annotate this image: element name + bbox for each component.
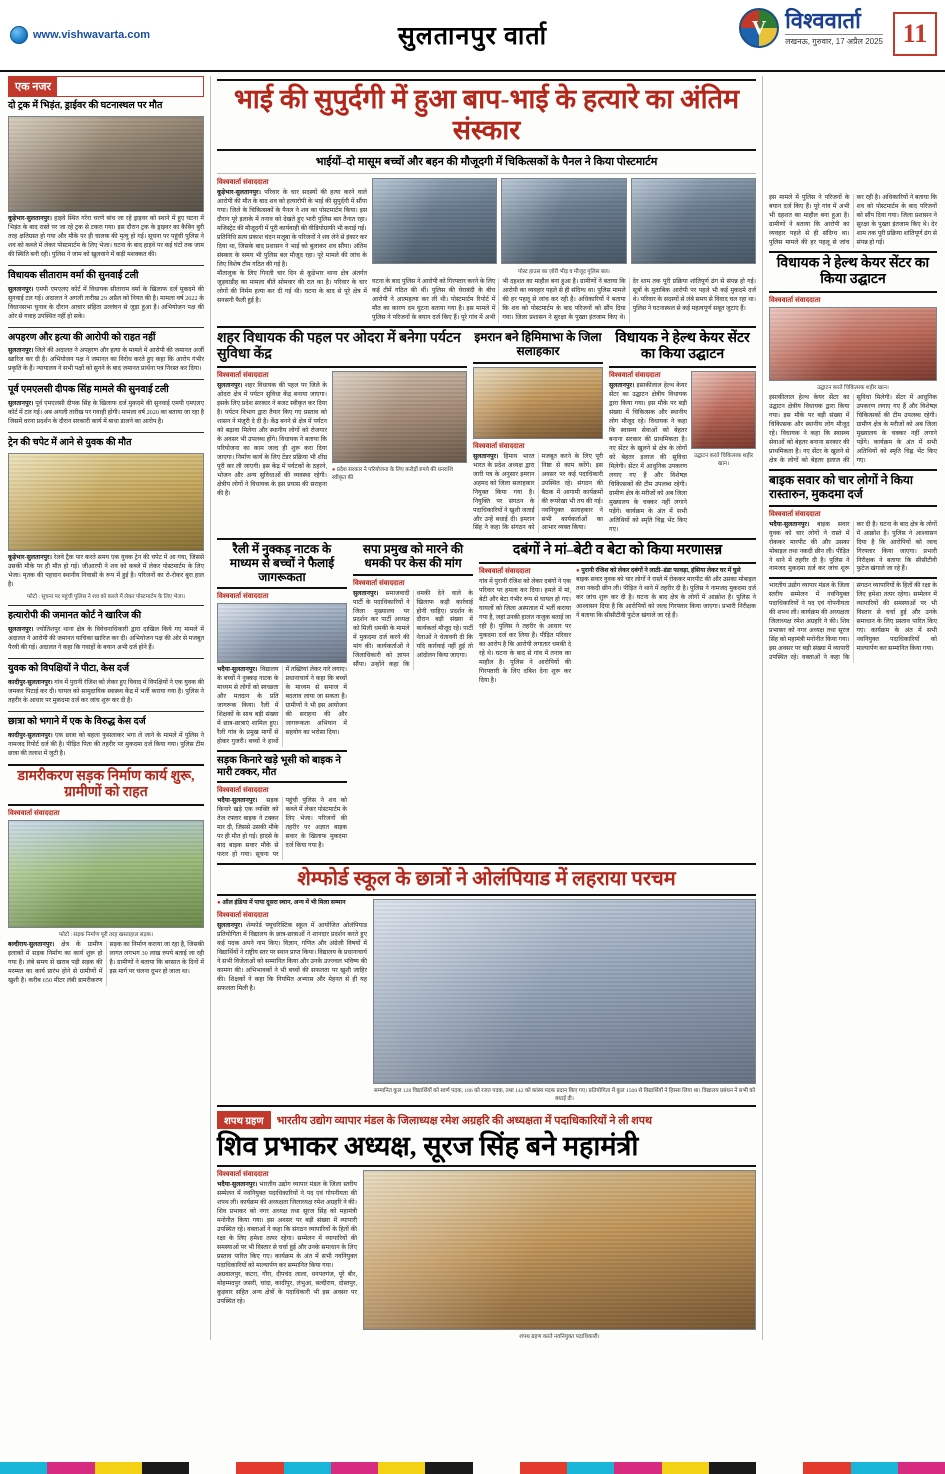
byline: विश्ववार्ता संवाददाता xyxy=(353,579,405,587)
ek-nazar-title: एक नजर xyxy=(9,77,57,96)
news-photo xyxy=(691,371,756,449)
list-item xyxy=(8,385,204,427)
list-item xyxy=(8,664,204,706)
dateline: सुलतानपुर। xyxy=(353,589,379,597)
column-divider xyxy=(762,76,763,1340)
brand-logo xyxy=(739,8,883,48)
list-item xyxy=(8,271,204,322)
photo-caption: सम्मानित कुल 128 विद्यार्थियों को स्वर्ण पदक, 186 को रजत पदक, तथा 142 को कांस्य पदक प्रदान किए गए। प्रतियोगिता में कुल 1500 से विद्यार्थियों ने हिस्सा लिया था। विद्यालय प्रबंधन ने सभी को बधाई दी। xyxy=(373,1088,756,1103)
lead-photo-strip xyxy=(372,178,756,264)
page-number: 11 xyxy=(893,12,937,56)
news-photo xyxy=(363,1170,756,1330)
news-photo xyxy=(8,116,204,212)
news-body: मौतालुक के लिए गिनती चार दिन से कूड़ेभार थाना क्षेत्र अंतर्गत जुड़वाडीह का मामला बीते सोमवार की रात का है। परिवार के चार लोगों की निर्मम हत्या कर दी गई थी। घटना के बाद से पूरे क्षेत्र में सनसनी फैली हुई है। xyxy=(217,269,367,304)
news-photo xyxy=(769,307,937,381)
byline: विश्ववार्ता संवाददाता xyxy=(8,809,60,817)
byline: विश्ववार्ता संवाददाता xyxy=(609,372,661,380)
dateline: सुलतानपुर। xyxy=(217,922,243,930)
photo-caption: फोटो : सूचना पर पहुंची पुलिस ने शव को कब्जे में लेकर पोस्टमार्टम के लिए भेजा। xyxy=(26,594,186,601)
news-body: बाइक सवार युवक को चार लोगों ने रास्ते में रोककर मारपीट की और उसका मोबाइल तथा नकदी छीन ली। पीड़ित ने थाने में तहरीर दी है। पुलिस ने नामजद मुकदमा दर्ज कर जांच शुरू कर दी है। घटना के बाद क्षेत्र के लोगों में आक्रोश है। पुलिस ने आश्वासन दिया है कि आरोपियों को जल्द गिरफ्तार किया जाएगा। प्रभारी निरीक्षक ने बताया कि सीसीटीवी फुटेज खंगाले जा रहे हैं। xyxy=(769,520,937,573)
lead-text-left xyxy=(217,178,367,323)
byline: विश्ववार्ता संवाददाता xyxy=(217,179,269,187)
news-photo xyxy=(473,367,603,439)
byline: विश्ववार्ता संवाददाता xyxy=(217,593,269,601)
news-body: गांव में पुरानी रंजिश को लेकर हुए विवाद में विपक्षियों ने एक युवक की जमकर पिटाई कर दी। घायल को सामुदायिक स्वास्थ्य केंद्र में भर्ती कराया गया है। पुलिस ने तहरीर के आधार पर मुकदमा दर्ज कर जांच शुरू कर दी है। xyxy=(8,678,205,704)
dateline: सुलतानपुर। xyxy=(217,382,243,390)
dateline: सुलतानपुर। xyxy=(8,285,34,293)
brand-name: विश्ववार्ता xyxy=(785,7,861,33)
byline: विश्ववार्ता संवाददाता xyxy=(769,510,821,518)
story-assault xyxy=(479,543,756,860)
news-headline[interactable]: सड़क किनारे खड़े भूसी को बाइक ने मारी टक्कर, मौत xyxy=(217,755,341,778)
news-headline[interactable]: विधायक सीताराम वर्मा की सुनवाई टली xyxy=(8,270,139,281)
dateline: भदैया-सुलतानपुर। xyxy=(217,666,258,674)
news-headline[interactable]: रैली में नुक्कड़ नाटक के माध्यम से बच्चों ने फैलाई जागरूकता xyxy=(229,541,335,584)
news-headline[interactable]: बाइक सवार को चार लोगों ने किया रास्तारुन, मुकदमा दर्ज xyxy=(769,472,913,501)
news-headline[interactable]: हत्यारोपी की जमानत कोर्ट ने खारिज की xyxy=(8,611,142,622)
news-photo xyxy=(332,371,467,463)
list-item xyxy=(8,101,204,260)
news-body: भारतीय उद्योग व्यापार मंडल के जिला स्तरीय सम्मेलन में नवनियुक्त पदाधिकारियों ने पद एवं गोपनीयता की शपथ ली। कार्यक्रम की अध्यक्षता जिलाध्यक्ष रमेश अग्रहरि ने की। शिव प्रभाकर को नगर अध्यक्ष तथा सूरज सिंह को महामंत्री मनोनीत किया गया। इस अवसर पर बड़ी संख्या में व्यापारी उपस्थित रहे। वक्ताओं ने कहा कि संगठन व्यापारियों के हितों की रक्षा के लिए हमेशा तत्पर रहेगा। सम्मेलन में व्यापारियों की समस्याओं पर भी विस्तार से चर्चा हुई और उनके समाधान के लिए प्रस्ताव पारित किए गए। कार्यक्रम के अंत में सभी नवनियुक्त पदाधिकारियों को माल्यार्पण कर सम्मानित किया गया। xyxy=(217,1181,357,1269)
news-body: घटना के बाद पुलिस ने आरोपी को गिरफ्तार करने के लिए कई टीमें गठित की थीं। पुलिस की घेराबंदी के बीच आरोपी ने आत्महत्या कर ली थी। पोस्टमार्टम रिपोर्ट में मौत का कारण दम घुटना बताया गया है। xyxy=(372,278,496,313)
dateline: बल्दीराय-सुलतानपुर। xyxy=(8,940,55,948)
news-body: गांव में पुरानी रंजिश को लेकर दबंगों ने एक परिवार पर हमला कर दिया। हमले में मां, बेटी और बेटा गंभीर रूप से घायल हो गए। घायलों को जिला अस्पताल में भर्ती कराया गया है, जहां उनकी हालत नाजुक बताई जा रही है। पुलिस ने तहरीर के आधार पर मुकदमा दर्ज कर लिया है। पीड़ित परिवार का आरोप है कि आरोपी लगातार धमकी दे रहे थे। घटना के बाद से गांव में तनाव का माहौल है। पुलिस ने आरोपियों की गिरफ्तारी के लिए दबिश देना शुरू कर दिया है। xyxy=(479,578,571,684)
news-photo xyxy=(217,603,347,663)
news-headline[interactable]: छात्रा को भगाने में एक के विरुद्ध केस दर्ज xyxy=(8,716,146,727)
photo-caption: प्रदेश सरकार ने परियोजना के लिए करोड़ों रुपये की धनराशि स्वीकृत की xyxy=(332,467,454,482)
byline: विश्ववार्ता संवाददाता xyxy=(217,1171,269,1179)
news-photo xyxy=(372,178,497,264)
lead-dek: भाईयों–दो मासूम बच्चों और बहन की मौजूदगी में चिकित्सकों के पैनल ने किया पोस्टमार्टम xyxy=(315,156,658,169)
news-headline[interactable]: इमरान बने हिमिमाभा के जिला सलाहकार xyxy=(474,330,602,358)
bullet-icon: ● xyxy=(576,567,580,575)
photo-caption: फोटो : सड़क निर्माण पूरी तरह खस्ताहाल सड़क। xyxy=(59,931,153,938)
dateline: कादीपुर-सुलतानपुर। xyxy=(8,731,53,739)
status-badge: शपथ ग्रहण xyxy=(217,1111,271,1129)
story-school xyxy=(217,868,756,1102)
news-body: इस मामले में पुलिस ने परिजनों के बयान दर्ज किए हैं। पूरे गांव में अभी भी दहशत का माहौल बना हुआ है। ग्रामीणों ने बताया कि आरोपी का व्यवहार पहले से ही संदिग्ध था। पुलिस मामले की हर पहलू से जांच कर रही है। xyxy=(372,278,626,322)
photo-caption: उद्घाटन करते चिकित्सक शहीर खान। xyxy=(817,385,889,392)
byline: विश्ववार्ता संवाददाता xyxy=(217,787,269,795)
site-url-text: www.vishwavarta.com xyxy=(33,29,150,41)
page-title: सुलतानपुर वार्ता xyxy=(397,23,548,50)
news-body: एक छात्रा को बहला फुसलाकर भगा ले जाने के मामले में पुलिस ने नामजद रिपोर्ट दर्ज की है। पीड़ित पिता की तहरीर पर मुकदमा दर्ज किया गया। पुलिस टीम छात्रा की तलाश में जुटी है। xyxy=(8,731,204,757)
dateline: सुलतानपुर। xyxy=(8,625,34,633)
news-body: अधिकारियों ने बताया कि शव को पोस्टमार्टम के बाद परिजनों को सौंप दिया गया। जिला प्रशासन ने सुरक्षा के पुख्ता इंतजाम किए थे। देर शाम तक पूरी प्रक्रिया शांतिपूर्ण ढंग से संपन्न हो गई। xyxy=(502,278,756,322)
byline: विश्ववार्ता संवाददाता xyxy=(769,297,821,305)
list-item xyxy=(8,438,204,600)
news-body: इसाकीलाल हेल्थ केयर सेंटर का उद्घाटन क्षेत्रीय विधायक द्वारा किया गया। इस मौके पर बड़ी संख्या में चिकित्सक और स्थानीय लोग मौजूद रहे। विधायक ने कहा कि स्वास्थ्य सेवाओं को बेहतर बनाना सरकार की प्राथमिकता है। नए सेंटर के खुलने से क्षेत्र के लोगों को बेहतर इलाज की सुविधा मिलेगी। सेंटर में आधुनिक उपकरण लगाए गए हैं और विशेषज्ञ चिकित्सकों की टीम उपलब्ध रहेगी। ग्रामीण क्षेत्र के मरीजों को अब जिला मुख्यालय के चक्कर नहीं लगाने पड़ेंगे। कार्यक्रम के अंत में सभी अतिथियों को स्मृति चिह्न भेंट किए गए। xyxy=(769,394,937,464)
news-headline[interactable]: सपा प्रमुख को मारने की धमकी पर केस की मांग xyxy=(362,541,464,570)
byline: विश्ववार्ता संवाददाता xyxy=(217,372,269,380)
photo-caption: पोस्ट हाउस का ज़ोरी भीड़ व मौजूद पुलिस बल। xyxy=(518,269,610,276)
page-body xyxy=(0,72,945,1340)
dateline: सुलतानपुर। xyxy=(609,382,635,390)
news-subhead: भारतीय उद्योग व्यापार मंडल के जिलाध्यक्ष रमेश अग्रहरि की अध्यक्षता में पदाधिकारियों ने ली शपथ xyxy=(276,1114,653,1127)
news-body: भारतीय उद्योग व्यापार मंडल के जिला स्तरीय सम्मेलन में नवनियुक्त पदाधिकारियों ने पद एवं गोपनीयता की शपथ ली। कार्यक्रम की अध्यक्षता जिलाध्यक्ष रमेश अग्रहरि ने की। शिव प्रभाकर को नगर अध्यक्ष तथा सूरज सिंह को महामंत्री मनोनीत किया गया। इस अवसर पर बड़ी संख्या में व्यापारी उपस्थित रहे। वक्ताओं ने कहा कि संगठन व्यापारियों के हितों की रक्षा के लिए हमेशा तत्पर रहेगा। सम्मेलन में व्यापारियों की समस्याओं पर भी विस्तार से चर्चा हुई और उनके समाधान के लिए प्रस्ताव पारित किए गए। कार्यक्रम के अंत में सभी नवनियुक्त पदाधिकारियों को माल्यार्पण कर सम्मानित किया गया। xyxy=(769,582,937,662)
news-bullet: ऑल इंडिया में पाया दूसरा स्थान, अन्य में भी मिला सम्मान xyxy=(222,899,346,907)
news-body: हाइवे स्थित गरेरा चरणे बांध जा रहे ड्राइवर को स्थाने में हुए घटना में भिड़ंत के बाद रास्ते पर जा रहे ट्रक से टकरा गया। इस दौरान ट्रक के ड्राइवर का कैबिन बुरी तरह क्षतिग्रस्त हो गया और मौके पर ही चालक की मृत्यु हो गई। सूचना पर पहुंची पुलिस ने शव को कब्जे में लेकर पोस्टमार्टम के लिए भेजा। घटना के बाद हाइवे पर कई घंटों तक जाम की स्थिति बनी रही। पुलिस ने जाम को खुलवाने में कड़ी मशक्कत की। xyxy=(8,214,205,258)
story-sp-threat xyxy=(353,543,473,860)
news-members: अग्रवालपुर, कटरा, गौरा, दीपचंद लाला, धनपतगंज, पूरे बीर, मोहम्मदपुर जसरी, चांदा, कादीपुर, लंभुआ, बल्दीराय, दोस्तपुर, कुड़वार सहित अन्य क्षेत्रों के पदाधिकारी भी इस अवसर पर उपस्थित रहे। xyxy=(217,1270,357,1305)
news-body: शेम्फोर्ड फ्यूचरिस्टिक स्कूल में आयोजित ओलंपियाड प्रतियोगिता में विद्यालय के छात्र-छात्राओं ने शानदार प्रदर्शन करते हुए कई पदक अपने नाम किए। विज्ञान, गणित और अंग्रेजी विषयों में विद्यार्थियों ने राष्ट्रीय स्तर पर स्थान प्राप्त किया। विद्यालय के प्रधानाचार्य ने सभी विजेताओं को सम्मानित किया और उनके उज्ज्वल भविष्य की कामना की। अभिभावकों ने भी बच्चों की सफलता पर खुशी जाहिर की। शिक्षकों ने कहा कि नियमित अभ्यास और मेहनत से ही यह सफलता मिली है। xyxy=(217,922,368,992)
news-photo xyxy=(631,178,756,264)
center-column xyxy=(217,76,756,1340)
news-body: क्षेत्र के ग्रामीण इलाकों में सड़क निर्माण का कार्य शुरू हो गया है। लंबे समय से खराब पड़ी सड़क की मरम्मत का कार्य प्रारंभ होने से ग्रामीणों में खुशी है। करीब 650 मीटर लंबी डामरीकरण सड़क का निर्माण कराया जा रहा है, जिसकी लागत लगभग 30 लाख रुपये बताई जा रही है। ग्रामीणों ने बताया कि बरसात के दिनों में इस मार्ग पर चलना दूभर हो जाता था। xyxy=(8,940,204,984)
news-headline[interactable]: पूर्व एमएलसी दीपक सिंह मामले की सुनवाई टली xyxy=(8,385,169,396)
dateline: कूड़ेभार-सुलतानपुर। xyxy=(8,214,52,222)
news-headline[interactable]: विधायक ने हेल्थ केयर सेंटर का किया उद्घाटन xyxy=(615,331,750,363)
story-tourism xyxy=(217,331,467,535)
story-rally xyxy=(217,543,347,860)
logo-icon: V xyxy=(739,8,779,48)
right-column xyxy=(769,76,937,1340)
dateline: सुलतानपुर। xyxy=(8,347,34,355)
news-headline[interactable]: विधायक ने हेल्थ केयर सेंटर का किया उद्घाटन xyxy=(776,255,930,287)
column-divider xyxy=(210,76,211,1340)
news-photo xyxy=(8,453,204,551)
lead-headline[interactable]: भाई की सुपुर्दगी में हुआ बाप-भाई के हत्यारे का अंतिम संस्कार xyxy=(233,84,740,146)
news-headline[interactable]: डामरीकरण सड़क निर्माण कार्य शुरू, ग्रामीणों को राहत xyxy=(17,768,195,800)
dateline: कूड़ेभार-सुलतानपुर। xyxy=(8,554,52,562)
story-oath xyxy=(217,1111,756,1340)
news-headline[interactable]: शहर विधायक की पहल पर ओदरा में बनेगा पर्यटन सुविधा केंद्र xyxy=(217,331,461,363)
news-body: सड़क किनारे खड़े एक व्यक्ति को तेज रफ्तार बाइक ने टक्कर मार दी, जिससे उसकी मौके पर ही मौत हो गई। हादसे के बाद बाइक सवार मौके से फरार हो गया। सूचना पर पहुंची पुलिस ने शव को कब्जे में लेकर पोस्टमार्टम के लिए भेजा। परिजनों की तहरीर पर अज्ञात बाइक सवार के खिलाफ मुकदमा दर्ज किया गया है। xyxy=(217,797,347,859)
news-body: पूर्व एमएलसी दीपक सिंह के खिलाफ दर्ज मुकदमे की सुनवाई एमपी एमएलए कोर्ट में टल गई। अब अगली तारीख पर गवाही होगी। मामला वर्ष 2020 का बताया जा रहा है जिसमें धरना प्रदर्शन के दौरान सरकारी कार्य में बाधा डालने का आरोप है। xyxy=(8,400,205,426)
news-headline[interactable]: दबंगों ने मां–बेटी व बेटा को किया मरणासन्न xyxy=(512,542,723,558)
story-health xyxy=(609,331,756,535)
news-body: समाजवादी पार्टी के पदाधिकारियों ने जिला मुख्यालय पर प्रदर्शन कर पार्टी अध्यक्ष को मिली धमकी के मामले में मुकदमा दर्ज करने की मांग की। कार्यकर्ताओं ने जिलाधिकारी को ज्ञापन सौंपा। उन्होंने कहा कि धमकी देने वाले के खिलाफ कड़ी कार्रवाई होनी चाहिए। प्रदर्शन के दौरान बड़ी संख्या में कार्यकर्ता मौजूद रहे। पार्टी नेताओं ने चेतावनी दी कि यदि कार्रवाई नहीं हुई तो आंदोलन किया जाएगा। xyxy=(353,589,473,669)
byline: विश्ववार्ता संवाददाता xyxy=(217,912,269,920)
brand-edition: लखनऊ, गुरुवार, 17 अप्रैल 2025 xyxy=(785,34,883,47)
byline: विश्ववार्ता संवाददाता xyxy=(473,442,525,450)
dateline: भदैया-सुलतानपुर। xyxy=(769,520,810,528)
masthead xyxy=(0,0,945,72)
ek-nazar-box xyxy=(8,76,204,97)
bullet-icon: ● xyxy=(217,899,221,907)
photo-caption: उद्घाटन करते चिकित्सक शहीर खान। xyxy=(693,453,754,468)
list-item xyxy=(8,611,204,653)
color-registration-bar xyxy=(0,1462,945,1474)
dateline: कूड़ेभार-सुलतानपुर। xyxy=(217,189,261,197)
left-column xyxy=(8,76,204,1340)
news-body: ज्योतिशपुर थाना क्षेत्र के विवेचनाधिकारी द्वारा दाखिल किये गए मामले में अदालत ने आरोपी की जमानत याचिका खारिज कर दी। अभियोजन पक्ष की ओर से मजबूत पैरवी की गई। अदालत ने कहा कि गवाहों के बयान अभी दर्ज होने हैं। xyxy=(8,625,204,651)
news-body: सूत्रों के मुताबिक आरोपी पर पहले भी कई मुकदमे दर्ज थे। परिवार के सदस्यों से लंबे समय से विवाद चल रहा था। पुलिस ने घटनास्थल से कई महत्वपूर्ण सबूत जुटाए हैं। xyxy=(632,287,756,313)
byline: विश्ववार्ता संवाददाता xyxy=(479,568,531,576)
news-body: हिमाय भारत भारत के प्रदेश अध्यक्ष द्वारा जारी पत्र के अनुसार इमरान अहमद को जिला सलाहकार नियुक्त किया गया है। नियुक्ति पर संगठन के पदाधिकारियों ने खुशी जताई और उन्हें बधाई दी। इमरान सिंह ने कहा कि संगठन को मजबूत करने के लिए पूरी निष्ठा से काम करेंगे। इस अवसर पर कई पदाधिकारी उपस्थित रहे। संगठन की बैठक में आगामी कार्यक्रमों की रूपरेखा भी तय की गई। नवनियुक्त सलाहकार ने सभी कार्यकर्ताओं का आभार व्यक्त किया। xyxy=(473,452,603,532)
news-body: परिवार के चार सदस्यों की हत्या करने वाले आरोपी की मौत के बाद शव को हत्यारोपी के भाई की सुपुर्दगी में सौंपा गया। जिले के चिकित्सकों के पैनल ने शव का पोस्टमार्टम किया। इस दौरान पूरे इलाके में तनाव को देखते हुए भारी पुलिस बल तैनात रहा। मजिस्ट्रेट की मौजूदगी में पूरी कार्यवाही की वीडियोग्राफी भी कराई गई। xyxy=(217,189,367,233)
list-item xyxy=(8,717,204,759)
list-item xyxy=(8,333,204,375)
news-headline[interactable]: शेम्फोर्ड स्कूल के छात्रों ने ओलंपियाड में लहराया परचम xyxy=(297,868,676,891)
dateline: सुलतानपुर। xyxy=(8,400,34,408)
dateline: सुलतानपुर। xyxy=(473,452,499,460)
news-photo xyxy=(8,820,204,928)
news-headline[interactable]: शिव प्रभाकर अध्यक्ष, सूरज सिंह बने महामंत्री xyxy=(217,1131,639,1162)
story-imran xyxy=(473,331,603,535)
news-body: अधिकारियों ने बताया कि शव को पोस्टमार्टम के बाद परिजनों को सौंप दिया गया। जिला प्रशासन ने सुरक्षा के पुख्ता इंतजाम किए थे। देर शाम तक पूरी प्रक्रिया शांतिपूर्ण ढंग से संपन्न हो गई। xyxy=(856,194,937,246)
dateline: कादीपुर-सुलतानपुर। xyxy=(8,678,53,686)
news-headline[interactable]: अपहरण और हत्या की आरोपी को राहत नहीं xyxy=(8,332,156,343)
photo-caption: शपथ ग्रहण करते नवनियुक्त पदाधिकारी। xyxy=(519,1334,600,1341)
news-body: प्रतिनिधि सत्य प्रकाश चंदन मजूबा के परिजनों ने शव लेने से इंकार कर दिया था, जिसके बाद प्रशासन ने भाई को बुलाकर शव सौंपा। अंतिम संस्कार के समय भी पुलिस बल मौजूद रहा। पूरे मामले की जांच के लिए विशेष टीम गठित की गई है। xyxy=(217,234,367,268)
news-body: इसाकीलाल हेल्थ केयर सेंटर का उद्घाटन क्षेत्रीय विधायक द्वारा किया गया। इस मौके पर बड़ी संख्या में चिकित्सक और स्थानीय लोग मौजूद रहे। विधायक ने कहा कि स्वास्थ्य सेवाओं को बेहतर बनाना सरकार की प्राथमिकता है। नए सेंटर के खुलने से क्षेत्र के लोगों को बेहतर इलाज की सुविधा मिलेगी। सेंटर में आधुनिक उपकरण लगाए गए हैं और विशेषज्ञ चिकित्सकों की टीम उपलब्ध रहेगी। ग्रामीण क्षेत्र के मरीजों को अब जिला मुख्यालय के चक्कर नहीं लगाने पड़ेंगे। कार्यक्रम के अंत में सभी अतिथियों को स्मृति चिह्न भेंट किए गए। xyxy=(609,382,687,533)
news-body: एमपी एमएलए कोर्ट में विधायक सीताराम वर्मा के खिलाफ दर्ज मुकदमे की सुनवाई टल गई। अदालत ने अगली तारीख 29 अप्रैल को नियत की है। मामला वर्ष 2022 के विधानसभा चुनाव के दौरान आचार संहिता उल्लंघन से जुड़ा हुआ है। अभियोजन पक्ष की ओर से गवाह उपस्थित नहीं हो सके। xyxy=(8,285,205,320)
news-headline[interactable]: युवक को विपक्षियों ने पीटा, केस दर्ज xyxy=(8,663,130,674)
news-body: विद्यालय के बच्चों ने नुक्कड़ नाटक के माध्यम से लोगों को स्वच्छता और मतदान के प्रति जागरूक किया। रैली में शिक्षकों के साथ बड़ी संख्या में छात्र-छात्राएं शामिल हुए। रैली गांव के प्रमुख मार्गों से होकर गुजरी। बच्चों ने हाथों में तख्तियां लेकर नारे लगाए। प्रधानाचार्य ने कहा कि बच्चों के माध्यम से समाज में बदलाव लाया जा सकता है। ग्रामीणों ने भी इस आयोजन की सराहना की और जागरूकता अभियान में सहयोग का भरोसा दिया। xyxy=(217,666,347,746)
news-headline[interactable]: ट्रेन की चपेट में आने से युवक की मौत xyxy=(8,438,132,449)
news-body: जिले की अदालत ने अपहरण और हत्या के मामले में आरोपी की जमानत अर्जी खारिज कर दी है। अभियोजन पक्ष ने जमानत का विरोध करते हुए कहा कि आरोप गंभीर प्रकृति के हैं। न्यायालय ने सभी पक्षों को सुनने के बाद जमानत प्रार्थना पत्र निरस्त कर दिया। xyxy=(8,347,205,373)
news-body: रेलवे ट्रैक पार करते समय एक युवक ट्रेन की चपेट में आ गया, जिससे उसकी मौके पर ही मौत हो गई। जीआरपी ने शव को कब्जे में लेकर पोस्टमार्टम के लिए भेजा। मृतक की पहचान स्थानीय निवासी के रूप में हुई है। परिजनों का रो-रोकर बुरा हाल है। xyxy=(8,554,205,589)
dateline: भदैया-सुलतानपुर। xyxy=(217,797,258,805)
news-body: इस मामले में पुलिस ने परिजनों के बयान दर्ज किए हैं। पूरे गांव में अभी भी दहशत का माहौल बना हुआ है। ग्रामीणों ने बताया कि आरोपी का व्यवहार पहले से ही संदिग्ध था। पुलिस मामले की हर पहलू से जांच कर रही है। xyxy=(769,194,881,246)
dateline: भदैया-सुलतानपुर। xyxy=(217,1181,258,1189)
news-body: शहर विधायक की पहल पर जिले के ओदरा क्षेत्र में पर्यटन सुविधा केंद्र बनाया जाएगा। इसके लिए प्रदेश सरकार ने बजट स्वीकृत कर दिया है। पर्यटन विभाग द्वारा तैयार किए गए प्रस्ताव को शासन ने मंजूरी दे दी है। केंद्र बनने से क्षेत्र में पर्यटन को बढ़ावा मिलेगा और स्थानीय लोगों को रोजगार के अवसर भी उपलब्ध होंगे। विधायक ने बताया कि परियोजना का काम जल्द ही शुरू करा दिया जाएगा। निर्माण कार्य के लिए टेंडर प्रक्रिया भी शीघ्र पूरी कर ली जाएगी। इस केंद्र में पर्यटकों के ठहरने, भोजन और अन्य सुविधाओं की व्यवस्था रहेगी। क्षेत्रीय लोगों ने विधायक के इस प्रयास की सराहना की है। xyxy=(217,382,328,498)
bullet-icon: ● xyxy=(332,467,336,474)
news-photo xyxy=(373,899,756,1084)
news-headline[interactable]: दो ट्रक में भिड़ंत, ड्राईवर की घटनास्थल पर मौत xyxy=(8,101,163,111)
news-bullet: पुरानी रंजिश को लेकर दबंगों ने लाठी–डंडा फावड़ा, हंसिया लेकर घर में घुसे xyxy=(581,567,741,575)
news-body: बाइक सवार युवक को चार लोगों ने रास्ते में रोककर मारपीट की और उसका मोबाइल तथा नकदी छीन ली। पीड़ित ने थाने में तहरीर दी है। पुलिस ने नामजद मुकदमा दर्ज कर जांच शुरू कर दी है। घटना के बाद क्षेत्र के लोगों में आक्रोश है। पुलिस ने आश्वासन दिया है कि आरोपियों को जल्द गिरफ्तार किया जाएगा। प्रभारी निरीक्षक ने बताया कि सीसीटीवी फुटेज खंगाले जा रहे हैं। xyxy=(576,576,756,619)
news-photo xyxy=(501,178,626,264)
